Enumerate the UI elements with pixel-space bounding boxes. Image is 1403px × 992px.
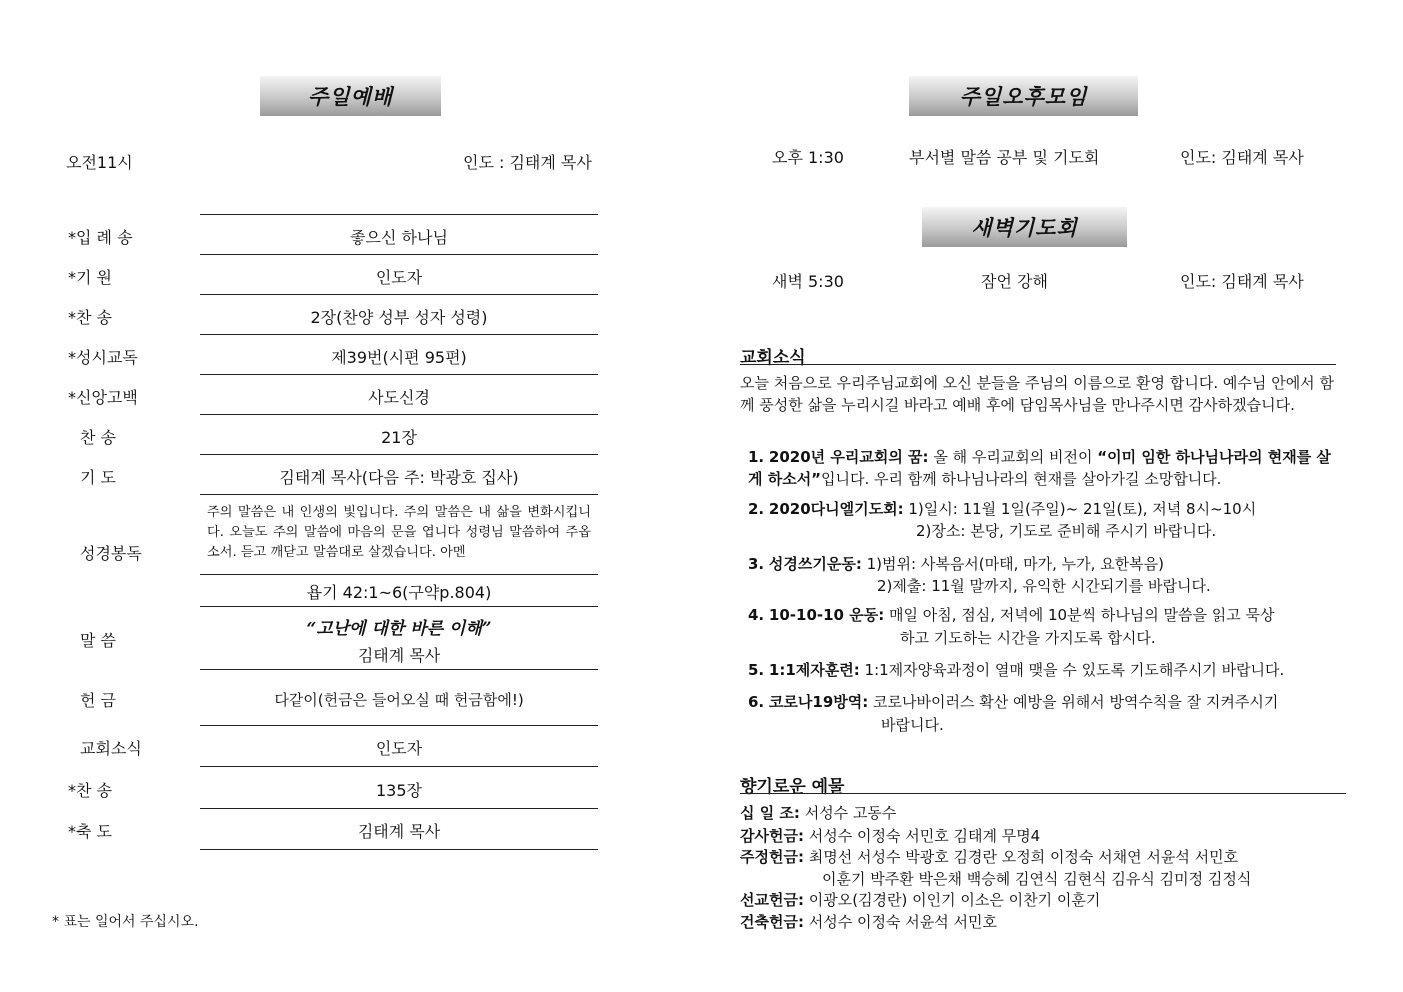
order-content: 좋으신 하나님 — [350, 228, 448, 247]
order-label: 찬 송 — [80, 428, 116, 447]
news-item-text: 1:1제자양육과정이 열매 맺을 수 있도록 기도해주시기 바랍니다. — [859, 661, 1285, 679]
order-divider — [200, 414, 598, 415]
offering-row-names: 서성수 고동수 — [804, 804, 897, 822]
worship-title: 주일예배 — [260, 76, 441, 116]
news-item-number: 3. — [748, 555, 765, 573]
order-label: *찬 송 — [68, 781, 112, 800]
order-divider — [200, 808, 598, 809]
order-divider — [200, 214, 598, 215]
news-intro: 오늘 처음으로 우리주님교회에 오신 분들을 주님의 이름으로 환영 합니다. 예수님 안에서 함께 풍성한 삶을 누리시길 바라고 예배 후에 담임목사님을 만나주시면 감사하겠습니다. — [740, 374, 1334, 414]
offering-row-names: 이훈기 박주환 박은채 백승혜 김연식 김현식 김유식 김미정 김정식 — [822, 870, 1252, 888]
offering-row — [740, 802, 896, 824]
order-content: 김태계 목사(다음 주: 박광호 집사) — [279, 468, 519, 487]
news-item-number: 2. — [748, 500, 765, 518]
news-item-number: 6. — [748, 693, 765, 711]
order-divider — [200, 849, 598, 850]
order-divider — [200, 766, 598, 767]
afternoon-leader: 인도: 김태계 목사 — [1180, 148, 1304, 167]
news-item-heading: 1:1제자훈련: — [768, 661, 860, 679]
offering-row-label: 건축헌금: — [740, 913, 804, 931]
news-item-heading: 성경쓰기운동: — [768, 555, 862, 573]
order-divider — [200, 374, 598, 375]
order-content: 21장 — [381, 428, 417, 447]
order-label: *축 도 — [68, 822, 112, 841]
dawn-leader: 인도: 김태계 목사 — [1180, 272, 1304, 291]
afternoon-time: 오후 1:30 — [772, 148, 844, 167]
news-item-text: 코로나바이러스 확산 예방을 위해서 방역수칙을 잘 지켜주시기 — [868, 693, 1279, 711]
offering-row — [740, 889, 1100, 911]
order-divider — [200, 669, 598, 670]
offering-row-label: 선교헌금: — [740, 891, 804, 909]
offering-row-label: 주정헌금: — [740, 848, 804, 866]
news-item-number: 4. — [748, 606, 765, 624]
news-item-number: 1. — [748, 448, 765, 466]
offering-row-names: 서성수 이정숙 서민호 김태계 무명4 — [808, 827, 1041, 845]
order-label: *찬 송 — [68, 308, 112, 327]
sermon-title: “고난에 대한 바른 이해” — [306, 619, 492, 639]
offering-row-names: 이광오(김경란) 이인기 이소은 이찬기 이훈기 — [808, 891, 1101, 909]
order-divider — [200, 454, 598, 455]
news-item-line2: 2)제출: 11월 말까지, 유익한 시간되기를 바랍니다. — [877, 577, 1211, 595]
order-divider — [200, 254, 598, 255]
sermon-label: 말 씀 — [80, 631, 116, 650]
worship-leader: 인도 : 김태계 목사 — [463, 153, 592, 172]
offerings-heading: 향기로운 예물 — [740, 777, 845, 797]
offering-row-label: 십 일 조: — [740, 804, 800, 822]
news-item-text: 매일 아침, 점심, 저녁에 10분씩 하나님의 말씀을 읽고 묵상 — [884, 606, 1275, 624]
order-label: 교회소식 — [80, 739, 142, 758]
news-item-heading: 2020다니엘기도회: — [768, 500, 904, 518]
order-divider — [200, 334, 598, 335]
order-divider — [200, 294, 598, 295]
news-item — [748, 446, 1338, 490]
news-item — [748, 659, 1338, 681]
order-label: *신앙고백 — [68, 388, 138, 407]
dawn-title: 새벽기도회 — [922, 207, 1127, 247]
order-label: *기 원 — [68, 268, 112, 287]
offering-row-label: 감사헌금: — [740, 827, 804, 845]
offering-label: 헌 금 — [80, 691, 116, 710]
order-content: 제39번(시편 95편) — [331, 348, 467, 367]
news-item — [748, 498, 1338, 520]
scripture-label: 성경봉독 — [80, 544, 142, 563]
news-item — [748, 604, 1338, 626]
order-divider — [200, 494, 598, 495]
order-divider — [200, 574, 598, 575]
offering-row — [740, 846, 1238, 868]
dawn-desc: 잠언 강해 — [981, 272, 1048, 291]
dawn-time: 새벽 5:30 — [772, 272, 844, 291]
offering-content: 다같이(헌금은 들어오실 때 헌금함에!) — [274, 691, 524, 709]
news-item-text: 입니다. 우리 함께 하나님나라의 현재를 살아가길 소망합니다. — [821, 470, 1222, 488]
offering-row — [740, 911, 997, 933]
afternoon-title: 주일오후모임 — [909, 76, 1138, 116]
worship-time: 오전11시 — [66, 153, 133, 172]
order-label: 기 도 — [80, 468, 116, 487]
news-item-line2: 바랍니다. — [881, 716, 944, 734]
order-content: 2장(찬양 성부 성자 성령) — [310, 308, 488, 327]
scripture-reading: 욥기 42:1~6(구약p.804) — [306, 583, 492, 602]
order-content: 인도자 — [375, 268, 423, 287]
order-label: *입 례 송 — [68, 228, 133, 247]
news-heading: 교회소식 — [740, 348, 806, 368]
news-item-text: 1)범위: 사복음서(마태, 마가, 누가, 요한복음) — [861, 555, 1165, 573]
news-item-text: 1)일시: 11월 1일(주일)~ 21일(토), 저녁 8시~10시 — [903, 500, 1257, 518]
offering-row — [740, 825, 1040, 847]
offering-row-names: 서성수 이정숙 서윤석 서민호 — [808, 913, 997, 931]
news-item-highlight: “이미 임한 하나님나라의 현재를 살게 하소서” — [748, 448, 1331, 488]
order-content: 135장 — [376, 781, 422, 800]
order-content: 김태계 목사 — [357, 822, 441, 841]
news-item-text: 올 해 우리교회의 비전이 — [928, 448, 1098, 466]
order-content: 사도신경 — [368, 388, 430, 407]
news-item — [748, 553, 1338, 575]
sermon-preacher: 김태계 목사 — [357, 646, 441, 665]
order-divider — [200, 725, 598, 726]
order-label: *성시교독 — [68, 348, 138, 367]
news-item-heading: 2020년 우리교회의 꿈: — [768, 448, 929, 466]
news-item-heading: 10-10-10 운동: — [768, 606, 885, 624]
offerings-underline — [740, 793, 1346, 794]
news-item-number: 5. — [748, 661, 765, 679]
afternoon-desc: 부서별 말씀 공부 및 기도회 — [909, 148, 1100, 167]
order-content: 인도자 — [375, 739, 423, 758]
news-item-heading: 코로나19방역: — [768, 693, 869, 711]
scripture-prayer: 주의 말씀은 내 인생의 빛입니다. 주의 말씀은 내 삶을 변화시킵니다. 오늘도 주의 말씀에 마음의 문을 엽니다 성령님 말씀하여 주옵소서. 듣고 깨닫고 말씀대로 살겠습니다. 아멘 — [207, 505, 591, 560]
offering-row-names: 최명선 서성수 박광호 김경란 오정희 이정숙 서채연 서윤석 서민호 — [808, 848, 1239, 866]
footnote: * 표는 일어서 주십시오. — [52, 914, 199, 930]
news-item-line2: 하고 기도하는 시간을 가지도록 합시다. — [900, 629, 1156, 647]
news-underline — [740, 364, 1336, 365]
order-divider — [200, 606, 598, 607]
news-item-line2: 2)장소: 본당, 기도로 준비해 주시기 바랍니다. — [916, 522, 1217, 540]
news-item — [748, 691, 1338, 713]
